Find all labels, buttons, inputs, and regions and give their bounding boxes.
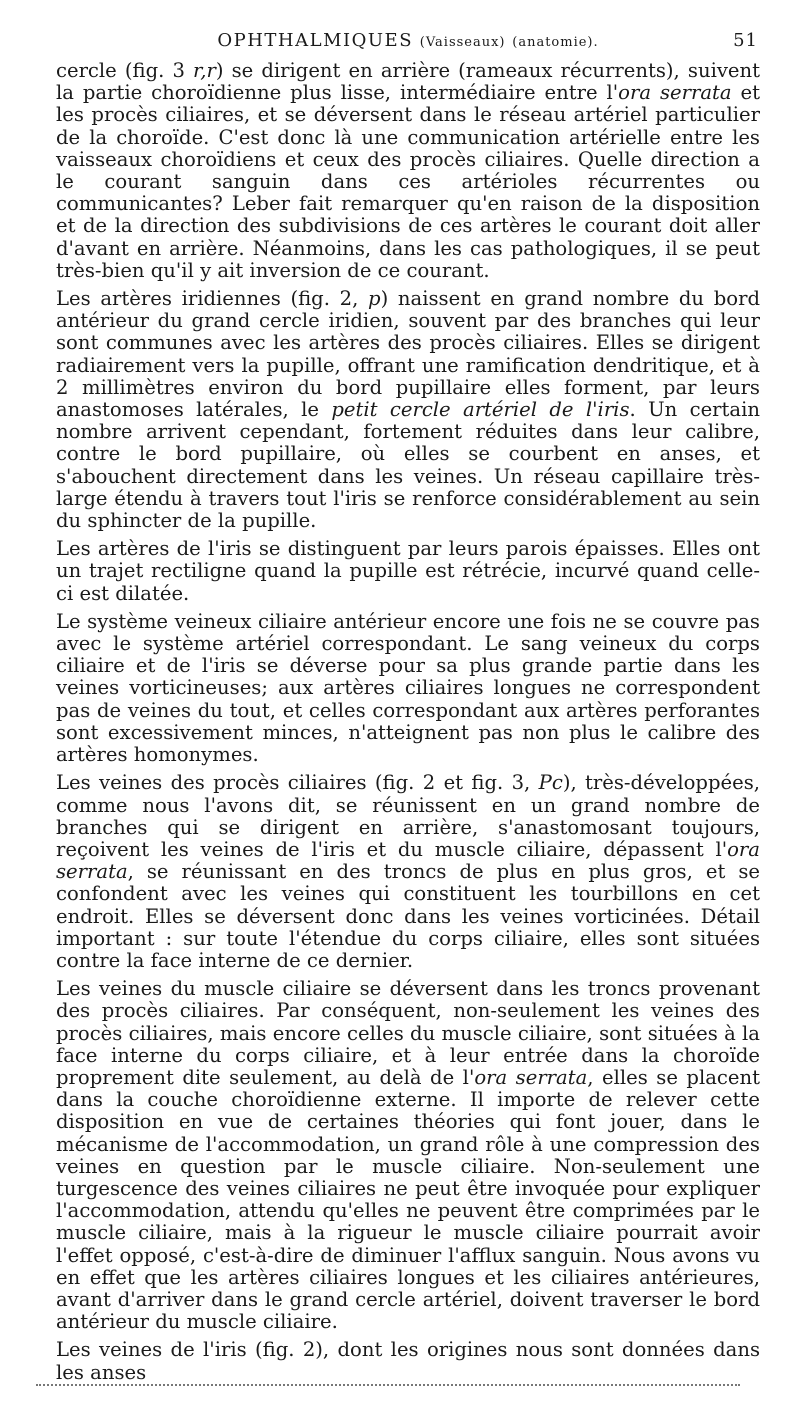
paragraph-2: Les artères iridiennes (fig. 2, p) naissent en grand nombre du bord antérieur du grand cercle iridien, souvent par des branches qui leur sont communes avec les artères des procès ciliaires. Elles se dirigent radiairement vers la pupille, offrant une ramification dendritique, et à 2 millimètres environ du bord pupillaire elles forment, par leurs anastomoses latérales, le petit cercle artériel de l'iris. Un certain nombre arrivent cependant, fortement réduites dans leur calibre, contre le bord pupillaire, où elles se courbent en anses, et s'abouchent directement dans les veines. Un réseau capillaire très-large étendu à travers tout l'iris se renforce considérablement au sein du sphincter de la pupille. bbox=[56, 287, 760, 533]
header-section: (Vaisseaux) bbox=[419, 35, 506, 50]
header-subsection: (anatomie). bbox=[512, 35, 599, 50]
paragraph-6: Les veines du muscle ciliaire se déversent dans les troncs provenant des procès ciliaires. Par conséquent, non-seulement les veines des procès ciliaires, mais encore celles du muscle ciliaire, sont situées à la face interne du corps ciliaire, et à leur entrée dans la choroïde proprement dite seulement, au delà de l'ora serrata, elles se placent dans la couche choroïdienne externe. Il importe de relever cette disposition en vue de certaines théories qui font jouer, dans le mécanisme de l'accommodation, un grand rôle à une compression des veines en question par le muscle ciliaire. Non-seulement une turgescence des veines ciliaires ne peut être invoquée pour expliquer l'accommodation, attendu qu'elles ne peuvent être comprimées par le muscle ciliaire, mais à la rigueur le muscle ciliaire pourrait avoir l'effet opposé, c'est-à-dire de diminuer l'afflux sanguin. Nous avons vu en effet que les artères ciliaires longues et les ciliaires antérieures, avant d'arriver dans le grand cercle artériel, doivent traverser le bord antérieur du muscle ciliaire. bbox=[56, 977, 760, 1334]
page-body bbox=[56, 60, 760, 1384]
paragraph-7: Les veines de l'iris (fig. 2), dont les origines nous sont données dans les anses bbox=[56, 1338, 760, 1384]
running-header bbox=[56, 30, 760, 60]
page-number: 51 bbox=[733, 30, 758, 51]
footer-divider bbox=[36, 1384, 740, 1386]
paragraph-3: Les artères de l'iris se distinguent par leurs parois épaisses. Elles ont un trajet rectiligne quand la pupille est rétrécie, incurvé quand celle-ci est dilatée. bbox=[56, 537, 760, 605]
header-title: OPHTHALMIQUES bbox=[217, 30, 414, 51]
paragraph-4: Le système veineux ciliaire antérieur encore une fois ne se couvre pas avec le système artériel correspondant. Le sang veineux du corps ciliaire et de l'iris se déverse pour sa plus grande partie dans les veines vorticineuses; aux artères ciliaires longues ne correspondent pas de veines du tout, et celles correspondant aux artères perforantes sont excessivement minces, n'atteignent pas non plus le calibre des artères homonymes. bbox=[56, 609, 760, 767]
paragraph-5: Les veines des procès ciliaires (fig. 2 et fig. 3, Pc), très-développées, comme nous l'avons dit, se réunissent en un grand nombre de branches qui se dirigent en arrière, s'anastomosant toujours, reçoivent les veines de l'iris et du muscle ciliaire, dépassent l'ora serrata, se réunissant en des troncs de plus en plus gros, et se confondent avec les veines qui constituent les tourbillons en cet endroit. Elles se déversent donc dans les veines vorticinées. Détail important : sur toute l'étendue du corps ciliaire, elles sont situées contre la face interne de ce dernier. bbox=[56, 771, 760, 972]
paragraph-1: cercle (fig. 3 r,r) se dirigent en arrière (rameaux récurrents), suivent la partie choroïdienne plus lisse, intermédiaire entre l'ora serrata et les procès ciliaires, et se déversent dans le réseau artériel particulier de la choroïde. C'est donc là une communication artérielle entre les vaisseaux choroïdiens et ceux des procès ciliaires. Quelle direction a le courant sanguin dans ces artérioles récurrentes ou communicantes? Leber fait remarquer qu'en raison de la disposition et de la direction des subdivisions de ces artères le courant doit aller d'avant en arrière. Néanmoins, dans les cas pathologiques, il se peut très-bien qu'il y ait inversion de ce courant. bbox=[56, 59, 760, 282]
